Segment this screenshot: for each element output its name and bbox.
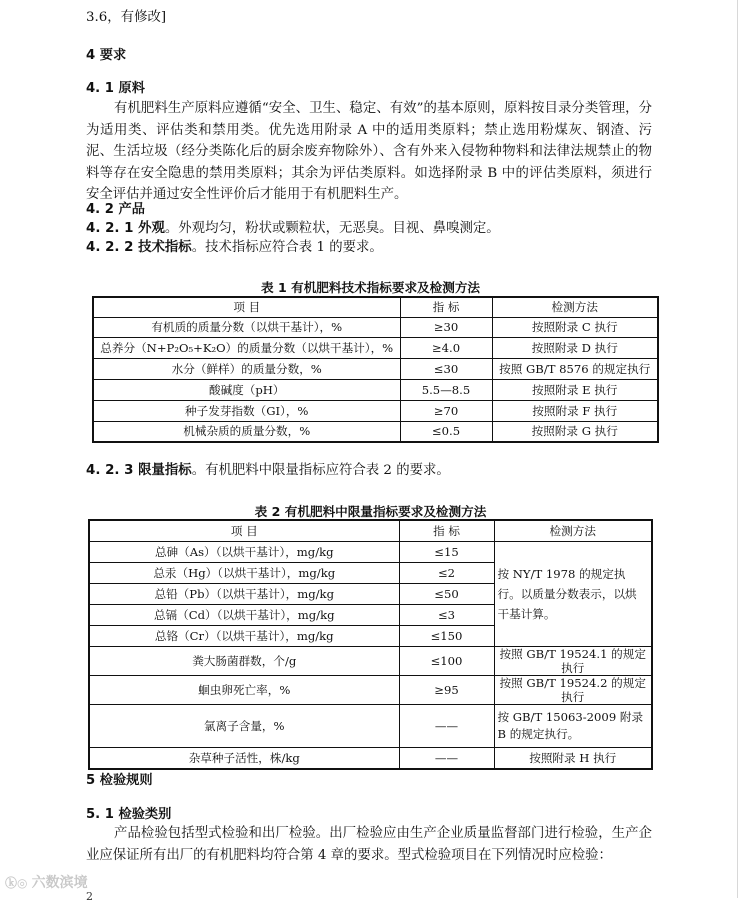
table-cell: 按照附录 H 执行 (494, 747, 652, 769)
section-5-1-heading: 5. 1 检验类别 (86, 807, 172, 822)
table-1-header-method: 检测方法 (492, 297, 658, 317)
table-cell: 蛔虫卵死亡率，% (89, 675, 399, 704)
table-row (89, 675, 652, 704)
table-1-caption: 表 1 有机肥料技术指标要求及检测方法 (260, 280, 481, 295)
table-2 (88, 519, 653, 770)
page-edge-line (737, 0, 738, 898)
table-cell: ≥95 (399, 675, 494, 704)
table-cell: —— (399, 704, 494, 747)
table-cell: 按照附录 G 执行 (492, 421, 658, 442)
table-cell: 种子发芽指数（GI），% (93, 400, 400, 421)
section-4-2-3 (86, 462, 450, 480)
table-cell: 按照 GB/T 8576 的规定执行 (492, 358, 658, 379)
table-2-header-value: 指 标 (399, 520, 494, 541)
table-row (93, 337, 658, 358)
table-cell: ≤100 (399, 646, 494, 675)
section-4-2-3-label: 4. 2. 3 限量指标 (86, 463, 192, 478)
table-cell: 按照附录 C 执行 (492, 317, 658, 337)
watermark-text: 六数滨境 (31, 875, 88, 891)
table-cell: 总养分（N+P₂O₅+K₂O）的质量分数（以烘干基计），% (93, 337, 400, 358)
table-cell: —— (399, 747, 494, 769)
table-row (89, 541, 652, 562)
table-cell: ≤0.5 (400, 421, 492, 442)
section-4-1-paragraph: 有机肥料生产原料应遵循“安全、卫生、稳定、有效”的基本原则，原料按目录分类管理，分为适用类、评估类和禁用类。优先选用附录 A 中的适用类原料；禁止选用粉煤灰、钢渣、污泥、生活垃圾（经分类陈化后的厨余废弃物除外）、含有外来入侵物种物料和法律法规禁止的物料等存在安全隐患的禁用类原料；其余为评估类原料。如选择附录 B 中的评估类原料，须进行安全评估并通过安全性评价后才能用于有机肥料生产。 (86, 101, 652, 203)
table-cell: 总铬（Cr）（以烘干基计），mg/kg (89, 625, 399, 646)
table-cell: 按照附录 F 执行 (492, 400, 658, 421)
table-cell: 总镉（Cd）（以烘干基计），mg/kg (89, 604, 399, 625)
section-4-2-1-text: 。外观均匀，粉状或颗粒状，无恶臭。目视、鼻嗅测定。 (164, 221, 500, 236)
table-cell: 总砷（As）（以烘干基计），mg/kg (89, 541, 399, 562)
table-row (93, 358, 658, 379)
table-row (93, 379, 658, 400)
section-4-heading: 4 要求 (86, 48, 127, 63)
table-cell: 按照附录 D 执行 (492, 337, 658, 358)
section-4-2-2-label: 4. 2. 2 技术指标 (86, 240, 192, 255)
table-2-header-row (89, 520, 652, 541)
table-1-header-value: 指 标 (400, 297, 492, 317)
watermark-icon: ⓚ◎ (5, 876, 32, 890)
table-cell: 机械杂质的质量分数，% (93, 421, 400, 442)
page-number: 2 (86, 890, 93, 903)
top-text: 3.6，有修改] (86, 10, 167, 25)
table-cell: 水分（鲜样）的质量分数，% (93, 358, 400, 379)
table-2-header-method: 检测方法 (494, 520, 652, 541)
table-cell: 氯离子含量，% (89, 704, 399, 747)
table-row (89, 704, 652, 747)
table-cell: 总铅（Pb）（以烘干基计），mg/kg (89, 583, 399, 604)
table-cell: 总汞（Hg）（以烘干基计），mg/kg (89, 562, 399, 583)
table-row (89, 747, 652, 769)
table-cell: 杂草种子活性，株/kg (89, 747, 399, 769)
table-row (93, 400, 658, 421)
table-cell: ≤50 (399, 583, 494, 604)
table-1 (92, 296, 659, 443)
table-cell: 5.5—8.5 (400, 379, 492, 400)
section-4-2-1-label: 4. 2. 1 外观 (86, 221, 165, 236)
table-cell: ≥4.0 (400, 337, 492, 358)
table-cell: 有机质的质量分数（以烘干基计），% (93, 317, 400, 337)
section-5-1-paragraph: 产品检验包括型式检验和出厂检验。出厂检验应由生产企业质量监督部门进行检验，生产企业应保证所有出厂的有机肥料均符合第 4 章的要求。型式检验项目在下列情况时应检验： (86, 826, 652, 863)
heavy-metal-method-cell: 按 NY/T 1978 的规定执行。以质量分数表示，以烘干基计算。 (494, 541, 652, 646)
table-cell: ≥30 (400, 317, 492, 337)
table-cell: 按照附录 E 执行 (492, 379, 658, 400)
table-cell: ≤15 (399, 541, 494, 562)
table-2-caption: 表 2 有机肥料中限量指标要求及检测方法 (254, 504, 487, 519)
table-cell: 酸碱度（pH） (93, 379, 400, 400)
section-4-2-2 (86, 239, 383, 257)
watermark-logo (5, 872, 88, 892)
table-cell: 按照 GB/T 19524.1 的规定执行 (494, 646, 652, 675)
section-4-2-1 (86, 220, 500, 238)
table-cell: ≥70 (400, 400, 492, 421)
table-cell: 粪大肠菌群数，个/g (89, 646, 399, 675)
table-cell: 按照 GB/T 19524.2 的规定执行 (494, 675, 652, 704)
table-cell: ≤3 (399, 604, 494, 625)
table-cell: ≤30 (400, 358, 492, 379)
table-cell: ≤150 (399, 625, 494, 646)
section-4-1-heading: 4. 1 原料 (86, 81, 145, 96)
table-row (89, 646, 652, 675)
table-cell: ≤2 (399, 562, 494, 583)
table-2-header-item: 项 目 (89, 520, 399, 541)
section-4-2-2-text: 。技术指标应符合表 1 的要求。 (191, 240, 383, 255)
section-4-2-heading: 4. 2 产品 (86, 202, 145, 217)
section-5-heading: 5 检验规则 (86, 773, 153, 788)
table-1-header-item: 项 目 (93, 297, 400, 317)
table-cell: 按 GB/T 15063-2009 附录 B 的规定执行。 (494, 704, 652, 747)
table-row (93, 317, 658, 337)
table-row (93, 421, 658, 442)
section-4-2-3-text: 。有机肥料中限量指标应符合表 2 的要求。 (191, 463, 450, 478)
table-1-header-row (93, 297, 658, 317)
